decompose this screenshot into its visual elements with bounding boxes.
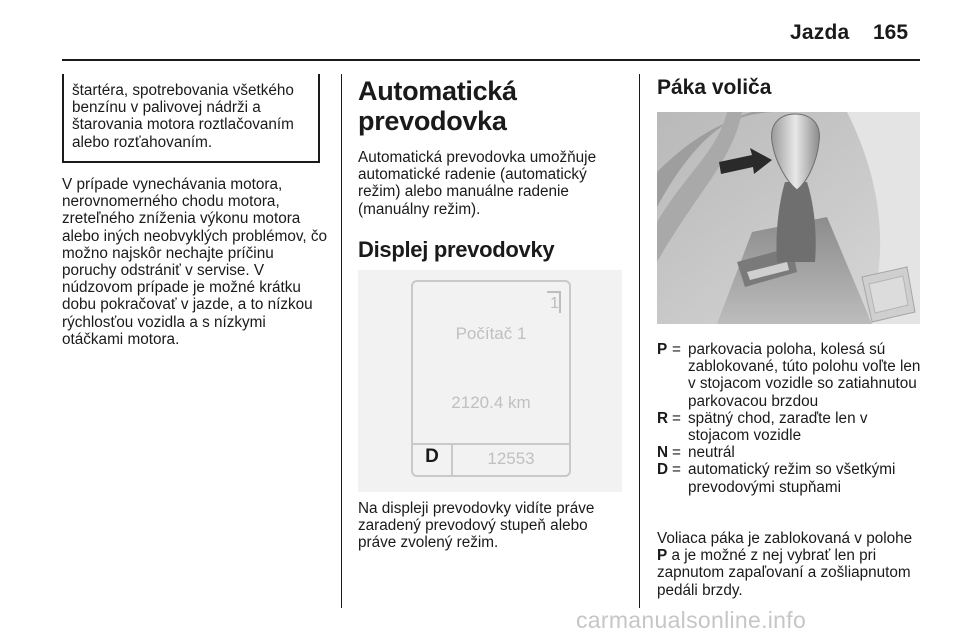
heading-transmission-display: Displej prevodovky	[358, 237, 555, 262]
gear-row-n	[657, 444, 923, 461]
transmission-intro: Automatická prevodovka umožňuje automatické radenie (automatický režim) alebo manuálne radenie (manuálny režim).	[358, 149, 597, 218]
watermark: carmanualsonline.info	[576, 607, 807, 633]
section-title: Jazda	[790, 21, 850, 44]
display-page-number: 1	[547, 291, 561, 313]
gear-row-d	[657, 461, 923, 495]
gear-position-list	[657, 341, 923, 496]
gear-separator: =	[672, 341, 681, 358]
gear-key: P	[657, 341, 668, 358]
lever-lock-text-prefix: Voliaca páka je zablokovaná v polohe	[657, 530, 913, 547]
display-distance: 2120.4 km	[451, 393, 531, 412]
selector-lever-image	[657, 112, 920, 324]
engine-malfunction-paragraph: V prípade vynechávania motora, nerovnomerného chodu motora, zreteľného zníženia výkonu motora alebo iných neobvyklých problémov, čo možno najskôr nechajte príčinu poruchy odstrániť v servise. V núdzovom prípade je možné krátku dobu pokračovať v jazde, a to nízkou rýchlosťou vozidla a s nízkymi otáčkami motora.	[62, 176, 328, 348]
column-divider-1	[341, 74, 342, 608]
gear-description: neutrál	[688, 444, 735, 462]
gear-key: N	[657, 444, 669, 462]
page-number: 165	[873, 21, 909, 44]
display-gear-indicator: D	[425, 446, 439, 467]
gear-key: R	[657, 409, 669, 427]
gear-key: D	[657, 461, 669, 479]
gear-row-r	[657, 410, 923, 444]
gear-row-p	[657, 341, 923, 410]
display-caption: Na displeji prevodovky vidíte práve zaradený prevodový stupeň alebo práve zvolený režim.	[358, 500, 595, 552]
gear-separator: =	[672, 409, 681, 427]
display-panel	[411, 280, 571, 477]
header-divider	[62, 59, 920, 61]
gear-description: spätný chod, zaraďte len v stojacom vozidle	[688, 409, 868, 445]
display-odometer: 12553	[487, 449, 535, 468]
gear-separator: =	[672, 444, 681, 462]
lever-lock-key: P	[657, 547, 668, 565]
gear-separator: =	[672, 461, 681, 479]
display-divider	[413, 443, 569, 445]
selector-lever-photo	[657, 112, 920, 324]
heading-automatic-transmission: Automatická prevodovka	[358, 76, 517, 136]
gear-description: parkovacia poloha, kolesá sú zablokované, túto polohu voľte len v stojacom vozidle so zatiahnutou parkovacou brzdou	[688, 341, 921, 410]
lever-lock-text-suffix: a je možné z nej vybrať len pri zapnutom zapaľovaní a zošliapnutom pedáli brzdy.	[657, 547, 911, 599]
note-box	[62, 74, 320, 163]
gear-description: automatický režim so všetkými prevodovými stupňami	[688, 461, 896, 496]
heading-selector-lever: Páka voliča	[657, 76, 772, 99]
transmission-display-illustration	[358, 270, 622, 492]
note-text: štartéra, spotrebovania všetkého benzínu v palivovej nádrži a štarovania motora roztlačovaním alebo rozťahovaním.	[72, 82, 294, 151]
column-divider-2	[639, 74, 640, 608]
display-title: Počítač 1	[455, 324, 527, 343]
lever-lock-paragraph	[657, 530, 923, 599]
